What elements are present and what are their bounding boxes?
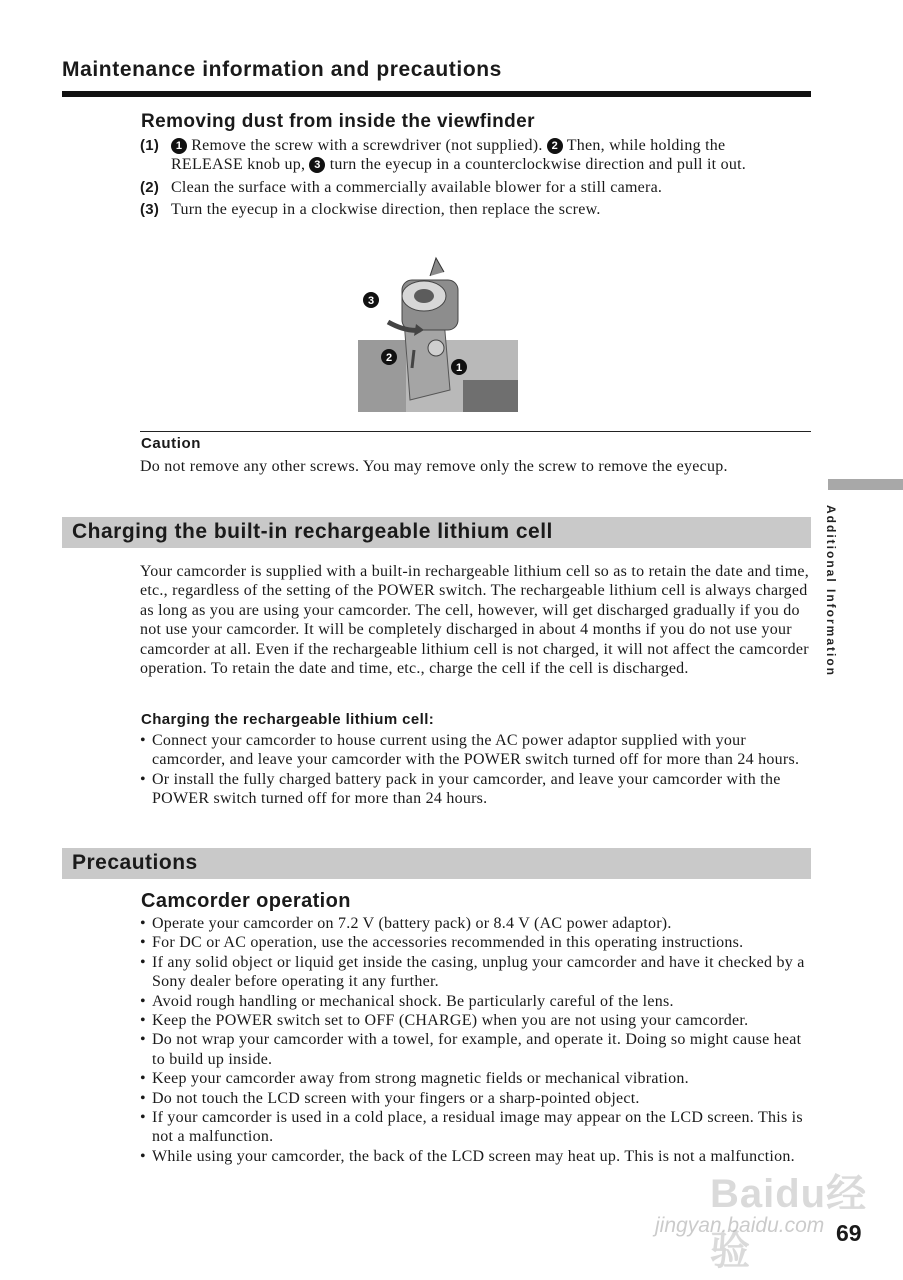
step-1a-text: Remove the screw with a screwdriver (not supplied). [191,137,543,154]
callout-3-icon: 3 [309,157,325,173]
lithium-bullet-list [140,731,812,809]
list-item: • If your camcorder is used in a cold place, a residual image may appear on the LCD screen. This is not a malfunction. [140,1109,803,1146]
list-item: • If any solid object or liquid get inside the casing, unplug your camcorder and have it checked by a Sony dealer before operating it any further. [140,953,805,991]
page-title: Maintenance information and precautions [62,58,502,81]
figure-callout-2-label: 2 [385,352,393,364]
side-section-label: Additional Information [824,505,838,677]
camcorder-operation-heading: Camcorder operation [141,890,351,912]
viewfinder-steps [140,136,800,220]
precautions-section-band [62,848,811,879]
list-item: • For DC or AC operation, use the accessories recommended in this operating instructions. [140,934,744,952]
list-item: • Connect your camcorder to house current using the AC power adaptor supplied with your camcorder, and leave your camcorder with the POWER switch turned off for more than 24 hours. [140,732,800,769]
step-3 [140,200,800,219]
list-item: • Avoid rough handling or mechanical shock. Be particularly careful of the lens. [140,992,674,1010]
caution-rule [140,431,811,432]
list-item: • While using your camcorder, the back of the LCD screen may heat up. This is not a malfunction. [140,1147,795,1165]
lithium-paragraph: Your camcorder is supplied with a built-in rechargeable lithium cell so as to retain the date and time, etc., regardless of the setting of the POWER switch. The rechargeable lithium cell is always charged as long as you are using your camcorder. The cell, however, will get discharged gradually if you do not use your camcorder. It will be completely discharged in about 4 months if you do not use your camcorder at all. Even if the rechargeable lithium cell is not charged, it will not affect the camcorder operation. To retain the date and time, etc., charge the cell if the cell is discharged. [140,563,809,678]
list-item: • Or install the fully charged battery pack in your camcorder, and leave your camcorder with the POWER switch turned off for more than 24 hours. [140,770,781,808]
step-3-text: Turn the eyecup in a clockwise direction, then replace the screw. [171,201,601,219]
lithium-section-band [62,517,811,548]
list-item: • Operate your camcorder on 7.2 V (battery pack) or 8.4 V (AC power adaptor). [140,915,672,932]
figure-callout-3-label: 3 [367,295,375,307]
callout-1-icon: 1 [171,138,187,154]
list-item: • Do not touch the LCD screen with your fingers or a sharp-pointed object. [140,1089,640,1107]
title-rule [62,91,811,97]
list-item: • Do not wrap your camcorder with a towel, for example, and operate it. Doing so might cause heat to build up inside. [140,1031,802,1068]
step-1c-text: turn the eyecup in a counterclockwise direction and pull it out. [329,156,747,174]
step-2-text: Clean the surface with a commercially available blower for a still camera. [171,178,663,196]
step-number: (1) [140,137,160,154]
step-1 [140,136,800,175]
callout-2-icon: 2 [547,138,563,154]
caution-heading: Caution [141,435,202,452]
precautions-section-title: Precautions [72,851,198,874]
pull-arrow-icon [430,258,444,276]
step-2 [140,178,800,197]
page-number: 69 [836,1220,862,1246]
viewfinder-illustration [358,250,518,412]
viewfinder-heading: Removing dust from inside the viewfinder [141,111,535,132]
precautions-bullet-list [140,914,812,1166]
watermark-logo: Baidu经验 [710,1172,868,1273]
caution-text: Do not remove any other screws. You may remove only the screw to remove the eyecup. [140,458,728,475]
list-item: • Keep your camcorder away from strong magnetic fields or mechanical vibration. [140,1070,689,1088]
lithium-section-title: Charging the built-in rechargeable lithium cell [72,520,553,543]
section-tab-marker [828,479,903,490]
watermark-url: jingyan.baidu.com [655,1214,825,1237]
step-number: (3) [140,201,160,219]
step-1b-text: Then, while holding the RELEASE knob up, [171,137,726,174]
step-number: (2) [140,178,160,196]
figure-callout-1-label: 1 [455,362,463,374]
lithium-subheading: Charging the rechargeable lithium cell: [141,711,435,728]
list-item: • Keep the POWER switch set to OFF (CHARGE) when you are not using your camcorder. [140,1012,749,1030]
